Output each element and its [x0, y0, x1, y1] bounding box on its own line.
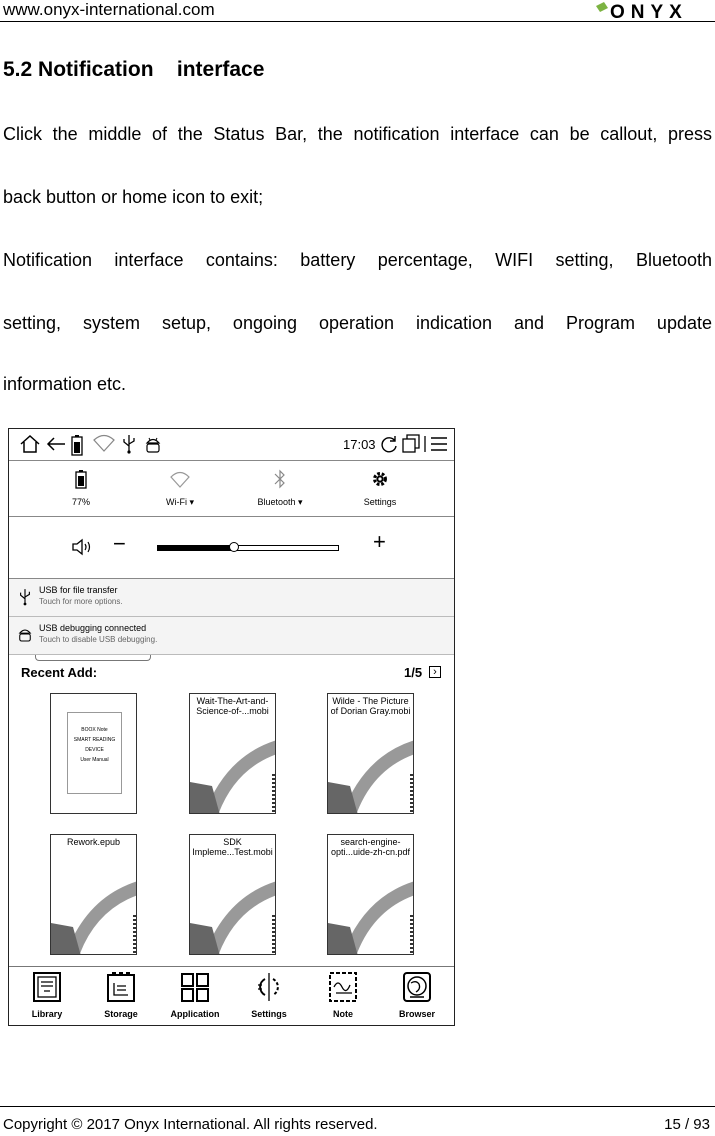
qs-label: Wi-Fi ▾: [165, 497, 194, 507]
dock-storage[interactable]: [91, 971, 151, 1019]
wifi-icon: [93, 434, 115, 452]
book-cover-art: [51, 835, 137, 955]
recent-add-bar: [9, 663, 454, 683]
qs-label: Bluetooth ▾: [257, 497, 303, 507]
battery-icon: [71, 434, 83, 456]
qs-wifi[interactable]: [145, 469, 215, 508]
storage-icon: [106, 971, 136, 1003]
manual-cover-line: DEVICE: [85, 747, 104, 753]
home-icon[interactable]: [19, 434, 41, 454]
notification-usb-debugging[interactable]: [9, 617, 454, 655]
book-title: Wait-The-Art-and- Science-of-...mobi: [196, 696, 269, 716]
volume-track[interactable]: [157, 545, 339, 551]
dock-label: Settings: [251, 1009, 287, 1019]
manual-cover-line: User Manual: [80, 757, 109, 763]
onyx-logo-text: ONYX: [610, 2, 688, 20]
qs-settings[interactable]: [345, 469, 415, 507]
notification-subtitle: Touch to disable USB debugging.: [39, 635, 158, 644]
onyx-logo: [596, 2, 712, 20]
volume-knob[interactable]: [229, 542, 239, 552]
dock-label: Storage: [104, 1009, 138, 1019]
paragraph-line: Notification interface contains: battery percentage, WIFI setting, Bluetooth: [3, 250, 712, 270]
battery-icon: [75, 469, 87, 489]
dock-note[interactable]: [313, 971, 373, 1019]
settings-icon: [254, 971, 284, 1003]
qs-label: 77%: [71, 497, 90, 507]
usb-icon: [121, 434, 137, 454]
recent-add-title: Recent Add:: [21, 665, 98, 680]
note-icon: [328, 971, 358, 1003]
dock-browser[interactable]: [387, 971, 447, 1019]
page-number: 15 / 93: [664, 1116, 710, 1133]
notification-subtitle: Touch for more options.: [39, 597, 123, 606]
paragraph-line: setting, system setup, ongoing operation indication and Program update: [3, 313, 712, 333]
paragraph-line: back button or home icon to exit;: [3, 187, 264, 207]
volume-fill: [158, 546, 234, 550]
tasks-icon[interactable]: [402, 434, 420, 454]
dock-label: Library: [31, 1009, 63, 1019]
volume-down-button[interactable]: −: [113, 531, 126, 556]
volume-control: [9, 517, 454, 579]
menu-icon[interactable]: [423, 434, 449, 454]
dock-label: Note: [333, 1009, 353, 1019]
recent-page-indicator: 1/5: [404, 665, 423, 680]
speaker-icon: [71, 537, 93, 557]
status-bar: [9, 429, 454, 461]
bottom-dock: [9, 966, 454, 1025]
paragraph-line: Click the middle of the Status Bar, the notification interface can be callout, press: [3, 124, 712, 144]
gear-icon: [371, 469, 389, 489]
usb-icon: [18, 587, 32, 607]
dock-library[interactable]: [17, 971, 77, 1019]
dock-settings[interactable]: [239, 971, 299, 1019]
bluetooth-icon: [273, 469, 287, 489]
footer-rule: [0, 1106, 715, 1107]
notification-title: USB debugging connected: [39, 623, 147, 633]
volume-up-button[interactable]: +: [373, 529, 386, 554]
back-icon[interactable]: [45, 434, 67, 454]
manual-cover-line: BOOX Note: [81, 727, 108, 733]
hidden-button-edge: [35, 655, 151, 661]
android-icon: [145, 434, 161, 454]
refresh-icon[interactable]: [379, 434, 399, 454]
book-title: search-engine- opti...uide-zh-cn.pdf: [330, 837, 411, 857]
status-clock: 17:03: [343, 437, 376, 452]
qs-label: Settings: [363, 497, 397, 507]
site-url: www.onyx-international.com: [3, 0, 215, 19]
dock-label: Browser: [398, 1009, 435, 1019]
library-icon: [32, 971, 62, 1003]
book-title: SDK Impleme...Test.mobi: [192, 837, 273, 857]
next-page-button[interactable]: ›: [429, 666, 441, 678]
notification-title: USB for file transfer: [39, 585, 118, 595]
book-cover[interactable]: [50, 834, 137, 955]
book-cover[interactable]: [327, 693, 414, 814]
manual-cover-frame: [67, 712, 122, 794]
wifi-icon: [170, 469, 190, 489]
dock-label: Application: [170, 1009, 220, 1019]
header-rule: [0, 21, 715, 22]
paragraph-line: information etc.: [3, 374, 127, 394]
book-title: Rework.epub: [66, 837, 121, 847]
dock-application[interactable]: [165, 971, 225, 1019]
qs-battery: [46, 469, 116, 507]
manual-cover-text: [68, 725, 121, 765]
browser-icon: [402, 971, 432, 1003]
book-cover[interactable]: [327, 834, 414, 955]
book-title: Wilde - The Picture of Dorian Gray.mobi: [330, 696, 411, 716]
qs-bluetooth[interactable]: [245, 469, 315, 508]
quick-settings: [9, 461, 454, 517]
device-screenshot: [8, 428, 455, 1026]
manual-cover-line: SMART READING: [73, 737, 116, 743]
notification-usb-transfer[interactable]: [9, 579, 454, 617]
book-cover[interactable]: [189, 693, 276, 814]
book-cover[interactable]: [189, 834, 276, 955]
android-icon: [18, 624, 32, 644]
section-title: 5.2 Notification interface: [3, 58, 265, 81]
application-icon: [180, 971, 210, 1003]
footer-copyright: Copyright © 2017 Onyx International. All rights reserved.: [3, 1116, 378, 1133]
book-cover[interactable]: [50, 693, 137, 814]
